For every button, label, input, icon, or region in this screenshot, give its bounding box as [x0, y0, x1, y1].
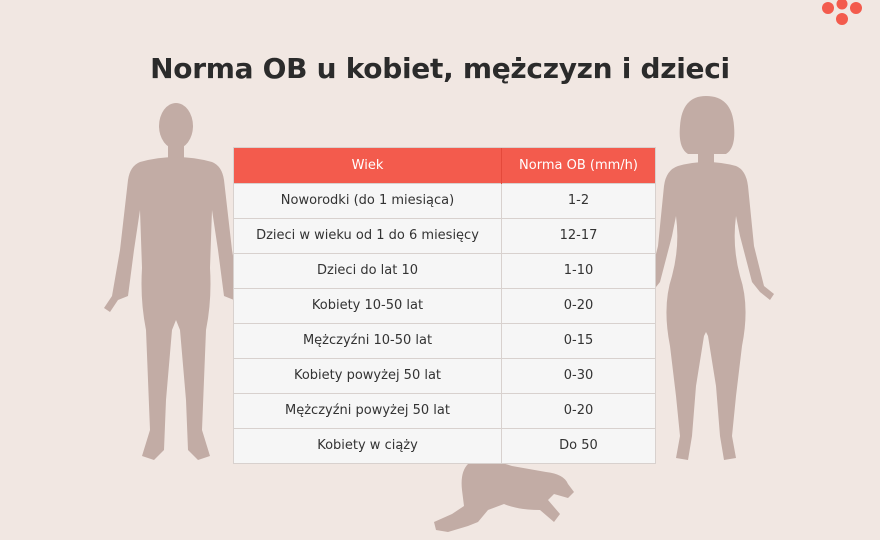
table-row [234, 359, 655, 394]
norm-cell: 1-2 [502, 184, 656, 219]
age-cell: Dzieci do lat 10 [234, 254, 502, 289]
table-row [234, 254, 655, 289]
age-cell: Kobiety 10-50 lat [234, 289, 502, 324]
norm-cell: 1-10 [502, 254, 656, 289]
norm-cell: 0-30 [502, 359, 656, 394]
man-silhouette-icon [100, 100, 250, 472]
age-cell: Mężczyźni 10-50 lat [234, 324, 502, 359]
age-cell: Kobiety powyżej 50 lat [234, 359, 502, 394]
age-cell: Noworodki (do 1 miesiąca) [234, 184, 502, 219]
age-cell: Dzieci w wieku od 1 do 6 miesięcy [234, 219, 502, 254]
table-row [234, 184, 655, 219]
table-row [234, 219, 655, 254]
norm-cell: 0-15 [502, 324, 656, 359]
age-cell: Mężczyźni powyżej 50 lat [234, 394, 502, 429]
age-cell: Kobiety w ciąży [234, 429, 502, 464]
column-header-age: Wiek [234, 148, 502, 184]
ob-norms-table [233, 147, 656, 464]
table-row [234, 324, 655, 359]
page-title: Norma OB u kobiet, mężczyzn i dzieci [150, 52, 730, 85]
norm-cell: 0-20 [502, 289, 656, 324]
table-row [234, 429, 655, 464]
table-header-row [234, 148, 655, 184]
table-row [234, 289, 655, 324]
table-row [234, 394, 655, 429]
norm-cell: 0-20 [502, 394, 656, 429]
norm-cell: 12-17 [502, 219, 656, 254]
woman-silhouette-icon [636, 96, 778, 468]
norm-cell: Do 50 [502, 429, 656, 464]
column-header-norm: Norma OB (mm/h) [502, 148, 656, 184]
brand-logo-icon [820, 0, 864, 30]
